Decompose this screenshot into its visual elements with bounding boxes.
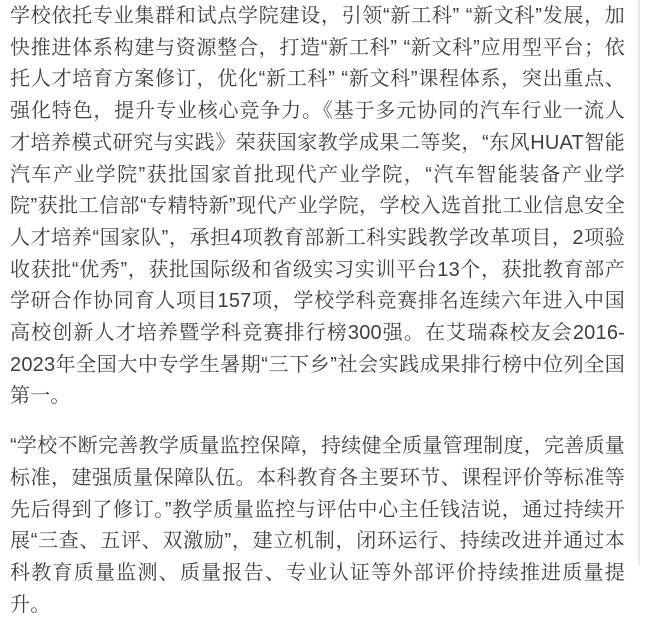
article-paragraph-2: “学校不断完善教学质量监控保障，持续健全质量管理制度，完善质量标准，建强质量保障队伍。本科教育各主要环节、课程评价等标准等先后得到了修订。”教学质量监控与评估中心主任钱洁说，通过持续开展“三查、五评、双激励”，建立机制，闭环运行、持续改进并通过本科教育质量监测、质量报告、专业认证等外部评价持续推进质量提升。 (10, 435, 625, 616)
right-border-line (638, 0, 640, 565)
article-paragraph-1: 学校依托专业集群和试点学院建设，引领“新工科” “新文科”发展，加快推进体系构建与资源整合，打造“新工科” “新文科”应用型平台；依托人才培育方案修订，优化“新工科” “新文科”课程体系，突出重点、强化特色，提升专业核心竞争力。《基于多元协同的汽车行业一流人才培养模式研究与实践》荣获国家教学成果二等奖，“东风HUAT智能汽车产业学院”获批国家首批现代产业学院，“汽车智能装备产业学院”获批工信部“专精特新”现代产业学院，学校入选首批工业信息安全人才培养“国家队”，承担4项教育部新工科实践教学改革项目，2项验收获批“优秀”，获批国际级和省级实习实训平台13个，获批教育部产学研合作协同育人项目157项，学校学科竞赛排名连续六年进入中国高校创新人才培养暨学科竞赛排行榜300强。在艾瑞森校友会2016-2023年全国大中专学生暑期“三下乡”社会实践成果排行榜中位列全国第一。 (10, 5, 625, 408)
